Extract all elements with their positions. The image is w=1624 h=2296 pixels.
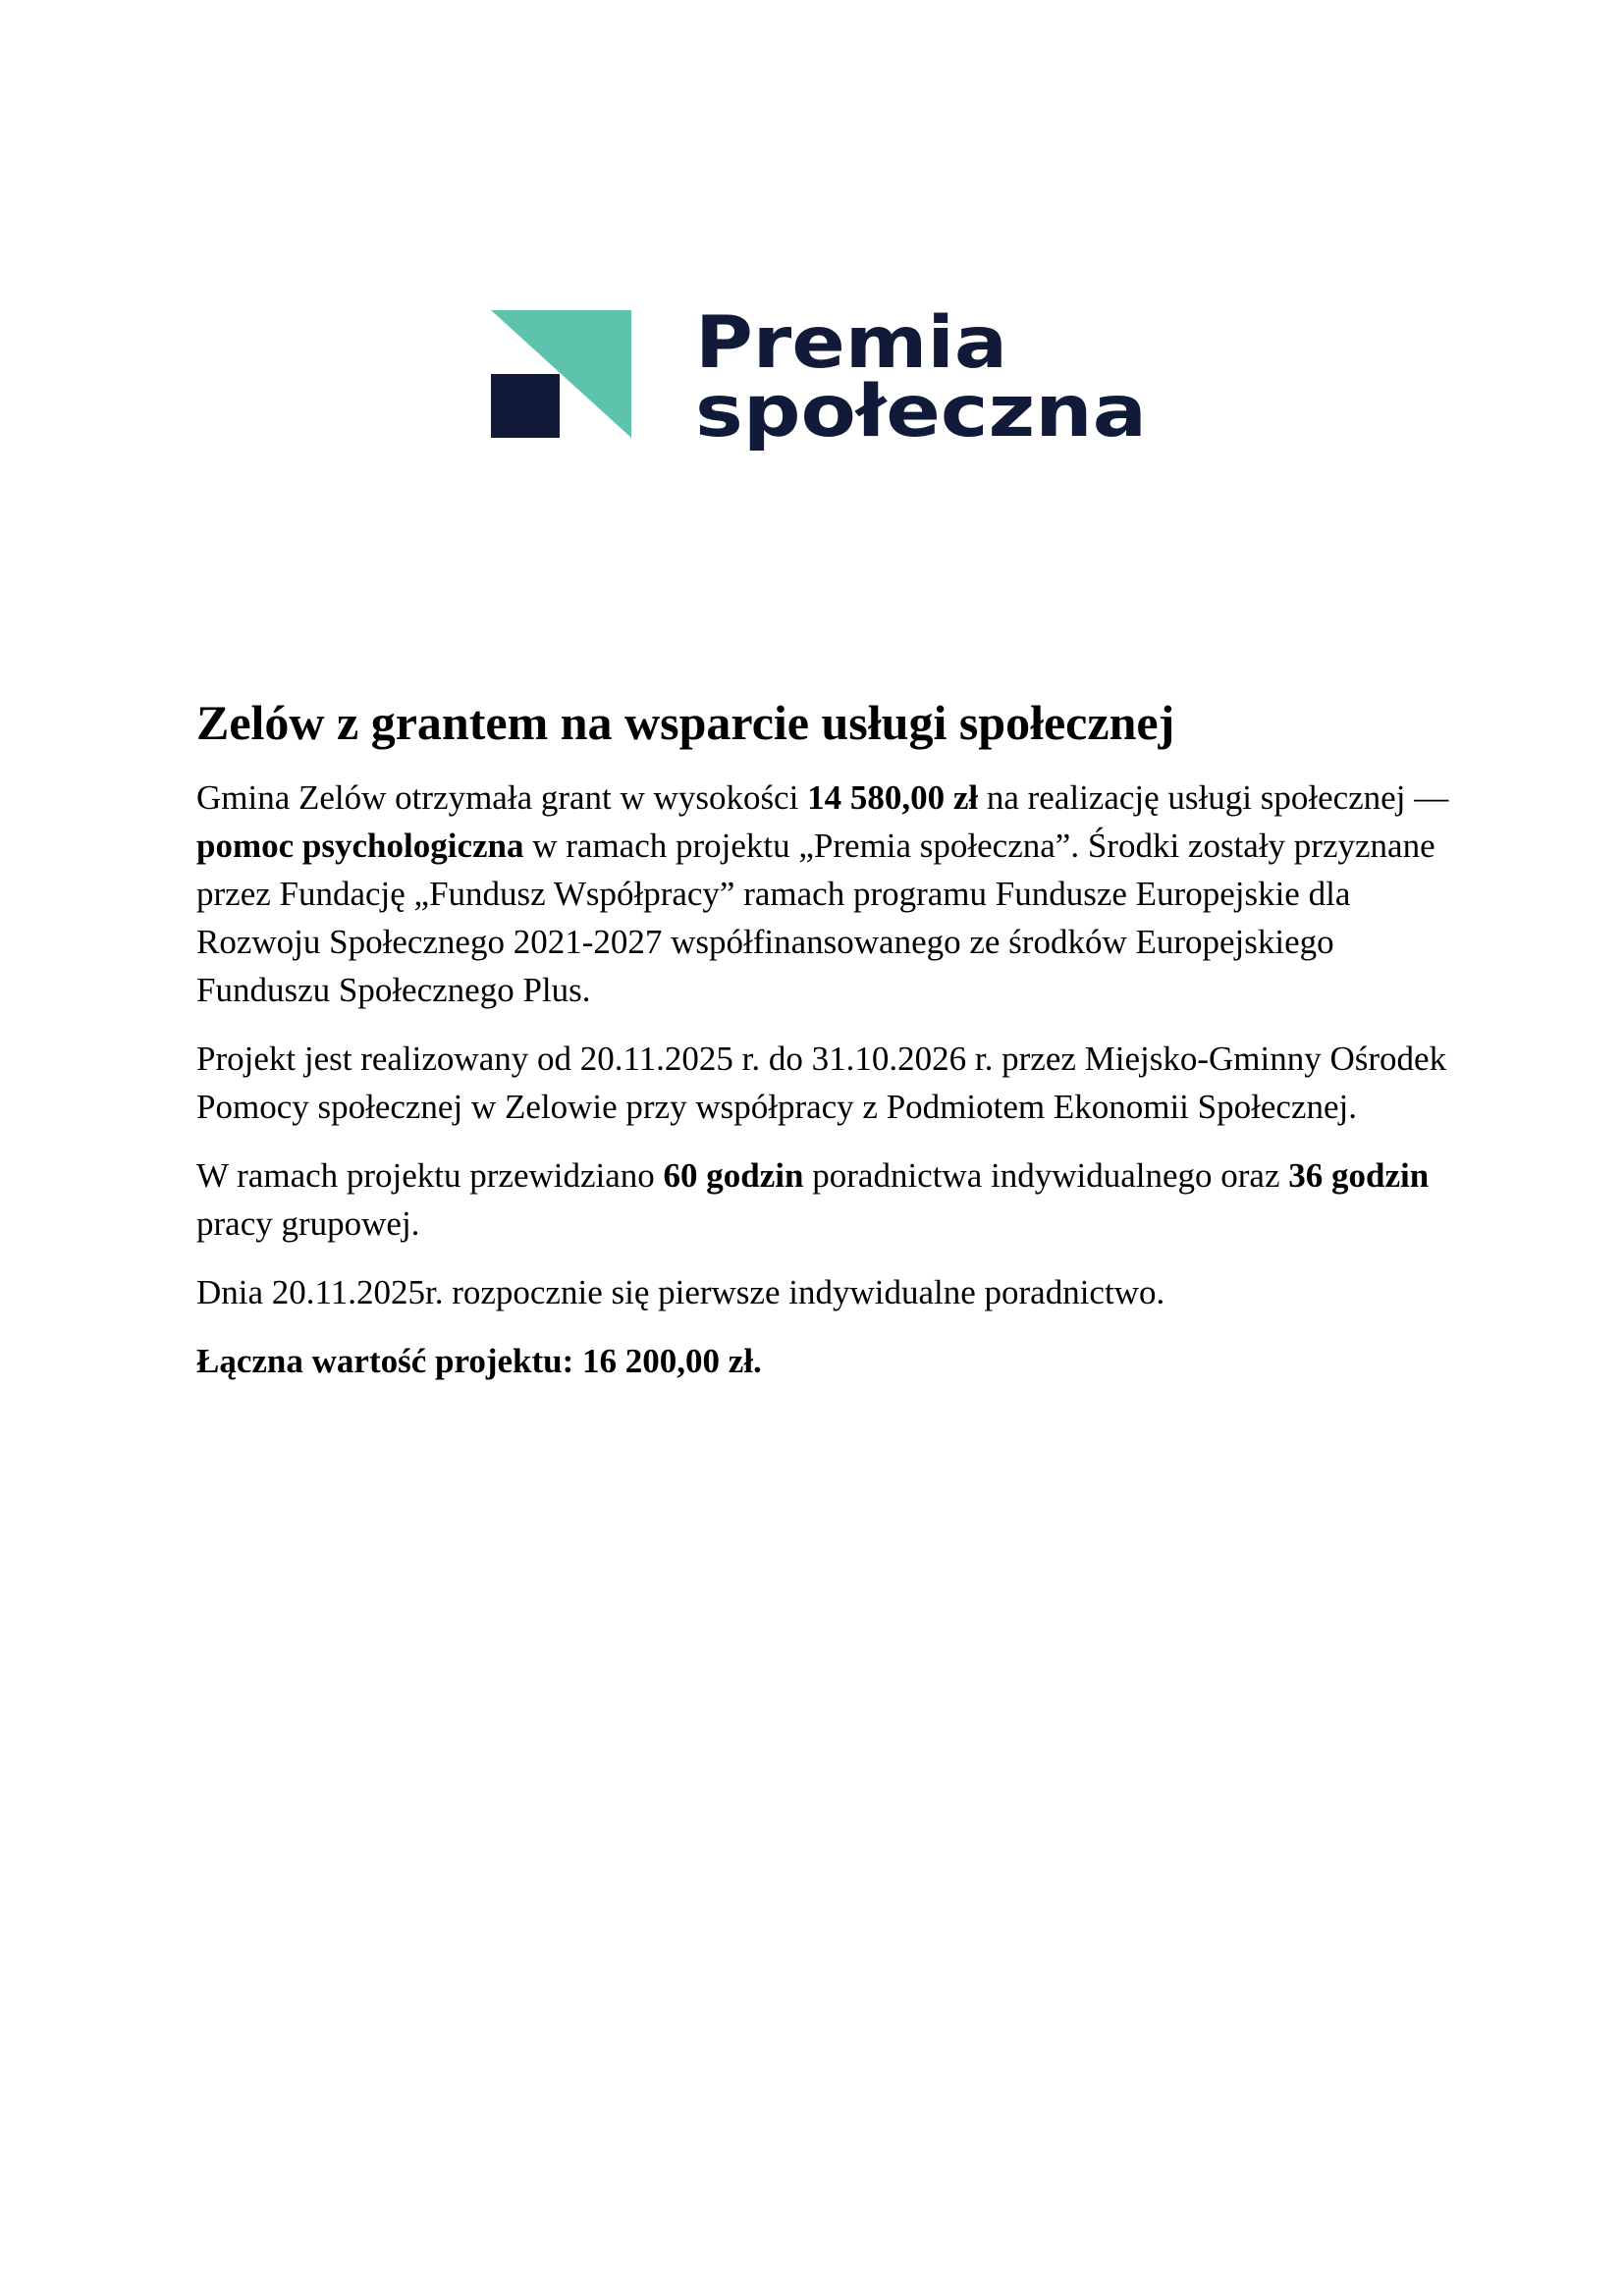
total-value: Łączna wartość projektu: 16 200,00 zł. bbox=[196, 1342, 762, 1380]
grant-paragraph bbox=[196, 774, 1463, 1014]
project-period-paragraph: Projekt jest realizowany od 20.11.2025 r. do 31.10.2026 r. przez Miejsko-Gminny Ośrodek Pomocy społecznej w Zelowie przy współpracy z Podmiotem Ekonomii Społecznej. bbox=[196, 1040, 1447, 1126]
logo-wordmark-line1: Premia bbox=[695, 310, 1007, 385]
grant-text-2: na realizację usługi społecznej — bbox=[978, 778, 1449, 817]
individual-hours: 60 godzin bbox=[663, 1156, 804, 1195]
total-value-paragraph bbox=[196, 1337, 1463, 1385]
grant-text-1: Gmina Zelów otrzymała grant w wysokości bbox=[196, 778, 808, 817]
article-title: Zelów z grantem na wsparcie usługi społecznej bbox=[196, 695, 1175, 750]
start-date-paragraph: Dnia 20.11.2025r. rozpocznie się pierwsze indywidualne poradnictwo. bbox=[196, 1273, 1165, 1311]
article bbox=[196, 687, 1463, 1406]
premia-spoleczna-logo bbox=[491, 310, 1159, 467]
hours-text-1: W ramach projektu przewidziano bbox=[196, 1156, 664, 1195]
logo-graphic bbox=[491, 310, 1159, 467]
service-name: pomoc psychologiczna bbox=[196, 827, 524, 865]
hours-paragraph bbox=[196, 1151, 1463, 1248]
logo-navy-square bbox=[491, 374, 560, 438]
grant-amount: 14 580,00 zł bbox=[807, 778, 979, 817]
grant-text-3: w ramach projektu „Premia społeczna”. Środki zostały przyznane przez Fundację „Fundusz Współpracy” ramach programu Fundusze Europejskie dla Rozwoju Społecznego 2021-2027 współfinansowanego ze środków Europejskiego Funduszu Społecznego Plus. bbox=[196, 827, 1435, 1009]
logo-wordmark-line2: społeczna bbox=[695, 370, 1147, 454]
group-hours: 36 godzin bbox=[1288, 1156, 1430, 1195]
hours-text-2: poradnictwa indywidualnego oraz bbox=[803, 1156, 1289, 1195]
hours-text-3: pracy grupowej. bbox=[196, 1204, 420, 1243]
